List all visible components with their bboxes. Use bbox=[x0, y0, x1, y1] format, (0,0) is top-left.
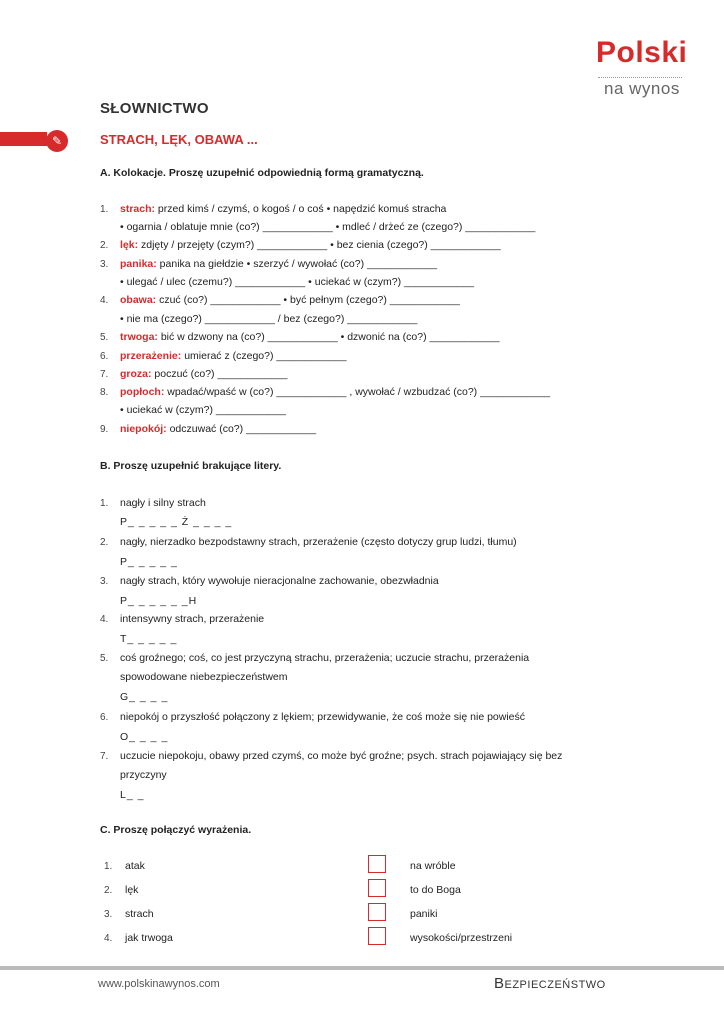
match-answer-box[interactable] bbox=[368, 855, 386, 873]
section-b-title: B. Proszę uzupełnić brakujące litery. bbox=[100, 460, 282, 472]
letter-gap-answer[interactable]: P_ _ _ _ _ _H bbox=[120, 595, 198, 607]
definition-text: spowodowane niebezpieczeństwem bbox=[120, 671, 288, 683]
collocation-line bbox=[120, 258, 437, 270]
match-left-item: jak trwoga bbox=[125, 932, 173, 944]
definition-text: nagły i silny strach bbox=[120, 497, 206, 509]
definition-text: niepokój o przyszłość połączony z lękiem; przewidywanie, że coś może się nie powieść bbox=[120, 711, 526, 723]
letter-gap-answer[interactable]: G_ _ _ _ bbox=[120, 691, 169, 703]
collocation-text: poczuć (co?) ____________ bbox=[151, 368, 288, 380]
collocation-text: umierać z (czego?) ____________ bbox=[181, 350, 347, 362]
collocation-text: • uciekać w (czym?) ____________ bbox=[120, 404, 286, 416]
collocation-line bbox=[120, 386, 550, 398]
match-left-item: atak bbox=[125, 860, 145, 872]
match-answer-box[interactable] bbox=[368, 927, 386, 945]
match-answer-box[interactable] bbox=[368, 879, 386, 897]
definition-text: przyczyny bbox=[120, 769, 167, 781]
speech-bubble-icon: ✎ bbox=[46, 130, 68, 152]
collocation-line bbox=[120, 350, 346, 362]
collocation-text: przed kimś / czymś, o kogoś / o coś • napędzić komuś stracha bbox=[155, 203, 447, 215]
item-number: 6. bbox=[100, 351, 109, 362]
topic-title: STRACH, LĘK, OBAWA ... bbox=[100, 132, 258, 147]
item-number: 3. bbox=[100, 576, 109, 587]
match-number: 1. bbox=[104, 861, 113, 872]
collocation-line bbox=[120, 331, 500, 343]
match-left-item: lęk bbox=[125, 884, 139, 896]
item-number: 1. bbox=[100, 498, 109, 509]
keyword: groza: bbox=[120, 368, 152, 380]
match-right-item: wysokości/przestrzeni bbox=[410, 932, 513, 944]
definition-text: coś groźnego; coś, co jest przyczyną strachu, przerażenia; uczucie strachu, przerażenia bbox=[120, 652, 530, 664]
item-number: 5. bbox=[100, 653, 109, 664]
item-number: 2. bbox=[100, 240, 109, 251]
collocation-line bbox=[120, 203, 446, 215]
collocation-line bbox=[120, 404, 286, 416]
letter-gap-answer[interactable]: L_ _ bbox=[120, 789, 145, 801]
collocation-text: panika na giełdzie • szerzyć / wywołać (co?) ____________ bbox=[156, 258, 438, 270]
page-heading: SŁOWNICTWO bbox=[100, 100, 209, 117]
keyword: strach: bbox=[120, 203, 156, 215]
keyword: niepokój: bbox=[120, 423, 167, 435]
item-number: 1. bbox=[100, 204, 109, 215]
footer-topic: Bezpieczeństwo bbox=[494, 975, 606, 992]
letter-gap-answer[interactable]: O_ _ _ _ bbox=[120, 731, 169, 743]
letter-gap-answer[interactable]: P_ _ _ _ _ bbox=[120, 556, 178, 568]
keyword: obawa: bbox=[120, 294, 157, 306]
collocation-text: zdjęty / przejęty (czym?) ____________ • bez cienia (czego?) ____________ bbox=[138, 239, 501, 251]
keyword: lęk: bbox=[120, 239, 139, 251]
section-a-title: A. Kolokacje. Proszę uzupełnić odpowiednią formą gramatyczną. bbox=[100, 167, 424, 179]
item-number: 9. bbox=[100, 424, 109, 435]
definition-text: nagły strach, który wywołuje nieracjonalne zachowanie, obezwładnia bbox=[120, 575, 439, 587]
definition-text: uczucie niepokoju, obawy przed czymś, co może być groźne; psych. strach pojawiający się bez bbox=[120, 750, 563, 762]
match-number: 4. bbox=[104, 933, 113, 944]
accent-bar bbox=[0, 132, 47, 146]
collocation-text: bić w dzwony na (co?) ____________ • dzwonić na (co?) ____________ bbox=[157, 331, 500, 343]
item-number: 7. bbox=[100, 751, 109, 762]
item-number: 7. bbox=[100, 369, 109, 380]
letter-gap-answer[interactable]: T_ _ _ _ _ bbox=[120, 633, 178, 645]
definition-text: intensywny strach, przerażenie bbox=[120, 613, 265, 625]
match-right-item: na wróble bbox=[410, 860, 456, 872]
collocation-text: • ulegać / ulec (czemu?) ____________ • uciekać w (czym?) ____________ bbox=[120, 276, 475, 288]
match-right-item: to do Boga bbox=[410, 884, 461, 896]
keyword: trwoga: bbox=[120, 331, 158, 343]
collocation-line bbox=[120, 294, 460, 306]
collocation-line bbox=[120, 276, 474, 288]
item-number: 2. bbox=[100, 537, 109, 548]
keyword: panika: bbox=[120, 258, 157, 270]
item-number: 5. bbox=[100, 332, 109, 343]
item-number: 8. bbox=[100, 387, 109, 398]
item-number: 3. bbox=[100, 259, 109, 270]
collocation-text: czuć (co?) ____________ • być pełnym (czego?) ____________ bbox=[156, 294, 460, 306]
match-answer-box[interactable] bbox=[368, 903, 386, 921]
collocation-text: • nie ma (czego?) ____________ / bez (czego?) ____________ bbox=[120, 313, 418, 325]
item-number: 4. bbox=[100, 295, 109, 306]
item-number: 4. bbox=[100, 614, 109, 625]
section-c-title: C. Proszę połączyć wyrażenia. bbox=[100, 824, 252, 836]
letter-gap-answer[interactable]: P_ _ _ _ _ Ż _ _ _ _ bbox=[120, 516, 233, 528]
collocation-text: odczuwać (co?) ____________ bbox=[166, 423, 317, 435]
logo-brand: Polski bbox=[596, 36, 688, 69]
item-number: 6. bbox=[100, 712, 109, 723]
collocation-line bbox=[120, 313, 417, 325]
keyword: przerażenie: bbox=[120, 350, 182, 362]
match-left-item: strach bbox=[125, 908, 154, 920]
collocation-line bbox=[120, 239, 501, 251]
collocation-line bbox=[120, 221, 535, 233]
collocation-text: wpadać/wpaść w (co?) ____________ , wywołać / wzbudzać (co?) ____________ bbox=[164, 386, 551, 398]
keyword: popłoch: bbox=[120, 386, 165, 398]
logo-tagline: na wynos bbox=[604, 79, 680, 98]
footer-url[interactable]: www.polskinawynos.com bbox=[98, 978, 220, 990]
collocation-text: • ogarnia / oblatuje mnie (co?) ____________ • mdleć / drżeć ze (czego?) ____________ bbox=[120, 221, 536, 233]
match-number: 3. bbox=[104, 909, 113, 920]
match-right-item: paniki bbox=[410, 908, 438, 920]
collocation-line bbox=[120, 368, 288, 380]
logo-divider bbox=[598, 77, 682, 78]
collocation-line bbox=[120, 423, 316, 435]
match-number: 2. bbox=[104, 885, 113, 896]
definition-text: nagły, nierzadko bezpodstawny strach, przerażenie (często dotyczy grup ludzi, tłumu) bbox=[120, 536, 517, 548]
footer-divider bbox=[0, 966, 724, 970]
